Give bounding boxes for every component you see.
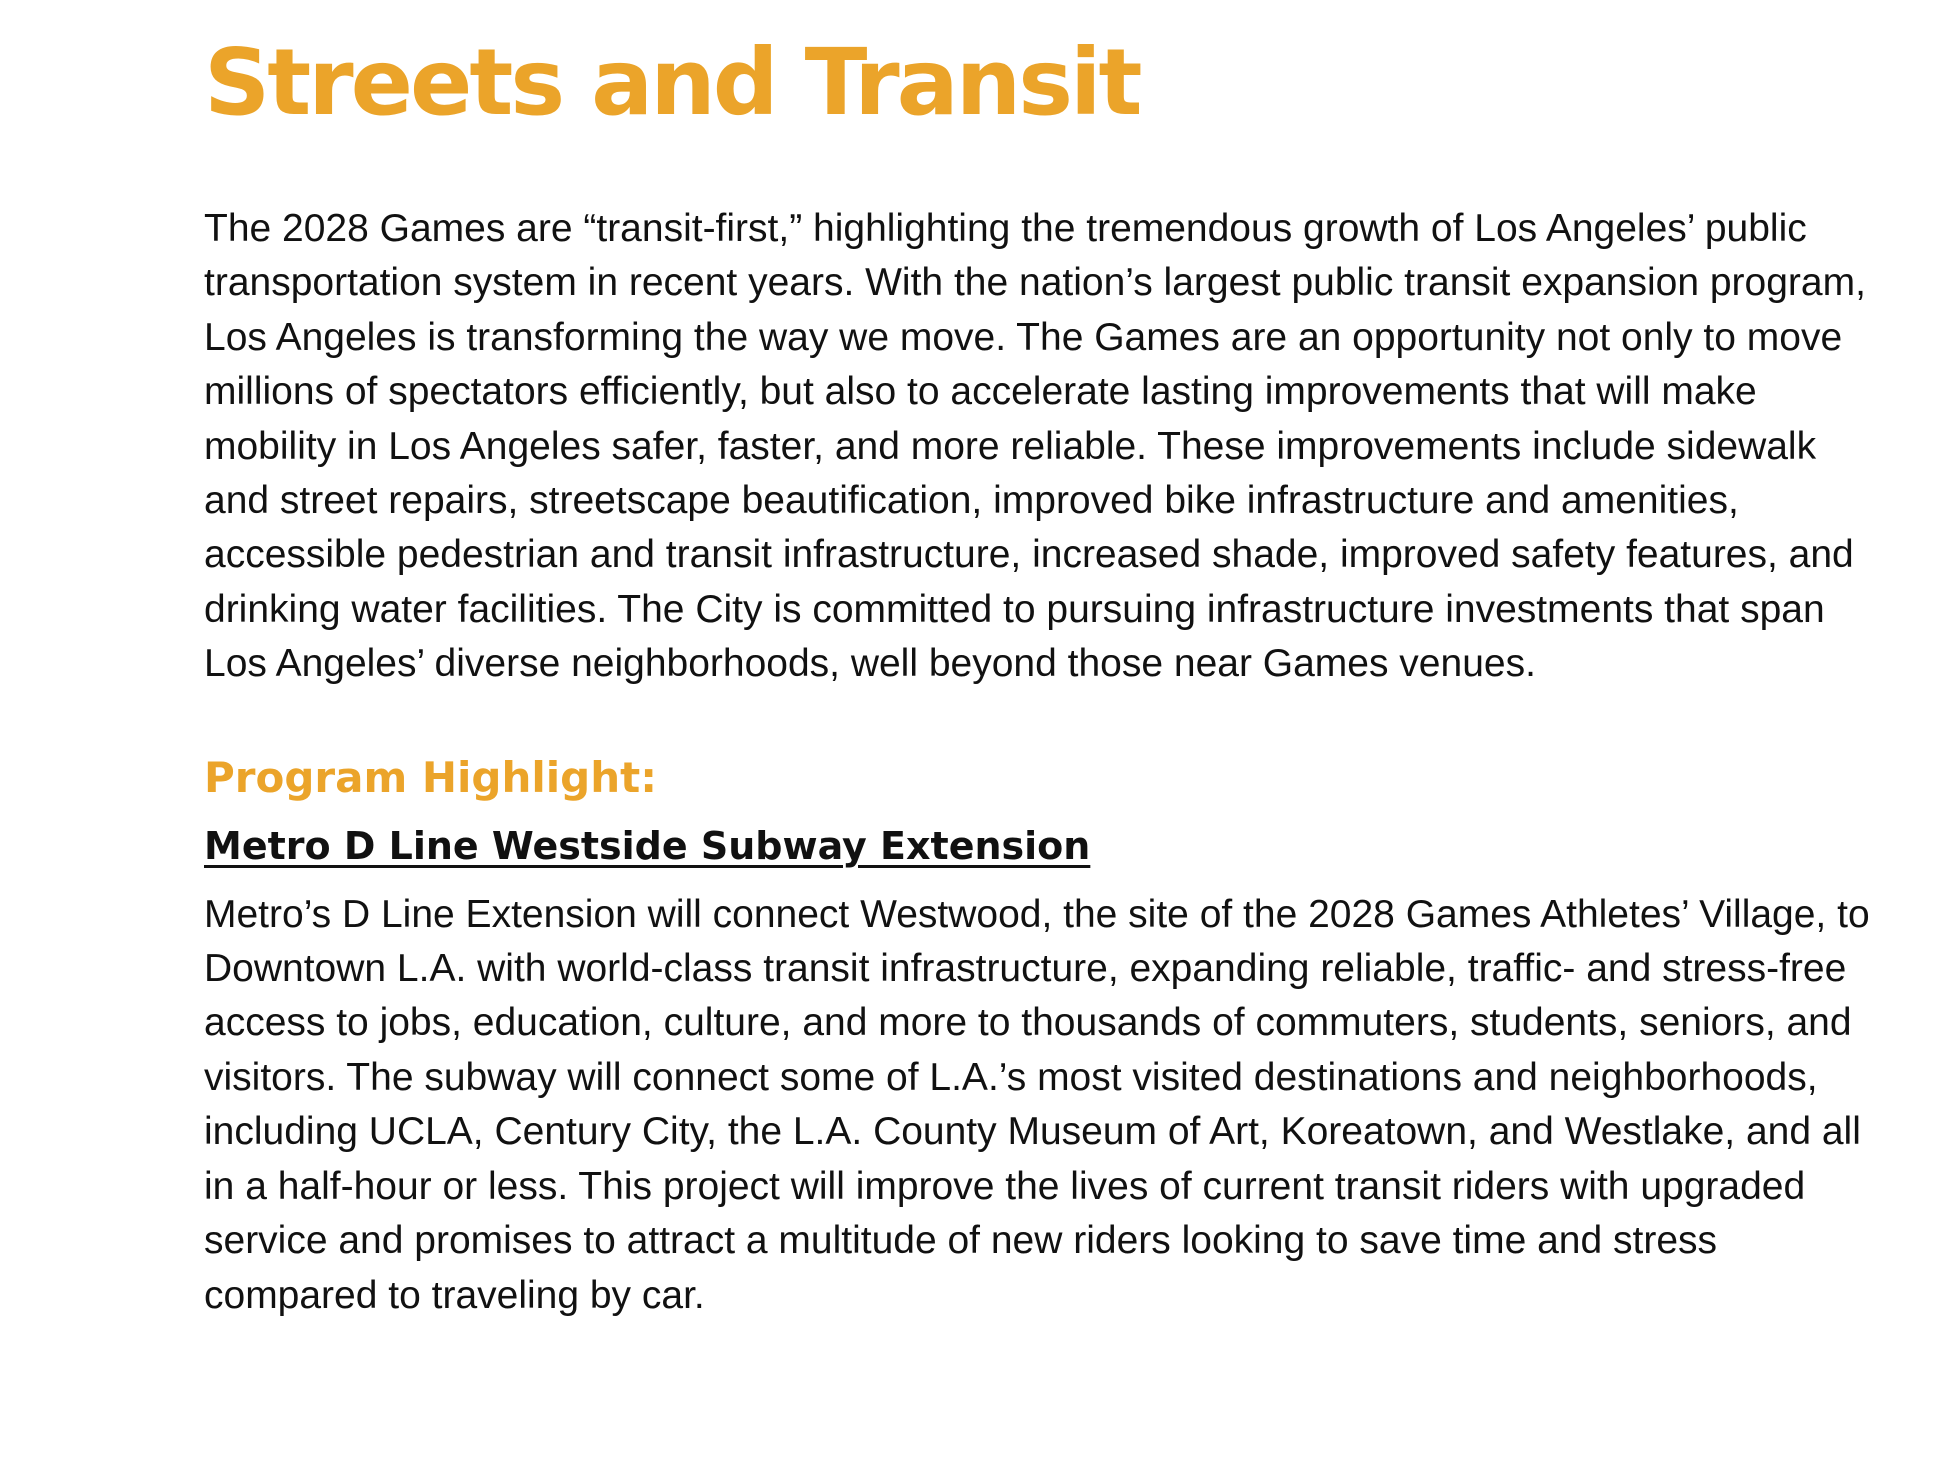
program-highlight-heading: Program Highlight: — [204, 752, 657, 802]
project-description: Metro’s D Line Extension will connect Westwood, the site of the 2028 Games Athletes’ Village, to Downtown L.A. with world-class transit infrastructure, expanding reliable, traffic- and stress-free access to jobs, education, culture, and more to thousands of commuters, students, seniors, and visitors. The subway will connect some of L.A.’s most visited destinations and neighborhoods, including UCLA, Century City, the L.A. County Museum of Art, Koreatown, and Westlake, and all in a half-hour or less. This project will improve the lives of current transit riders with upgraded service and promises to attract a multitude of new riders looking to save time and stress compared to traveling by car. — [204, 892, 1870, 1317]
document-page — [204, 28, 1884, 1323]
project-title: Metro D Line Westside Subway Extension — [204, 823, 1091, 868]
intro-paragraph: The 2028 Games are “transit-first,” highlighting the tremendous growth of Los Angeles’ public transportation system in recent years. With the nation’s largest public transit expansion program, Los Angeles is transforming the way we move. The Games are an opportunity not only to move millions of spectators efficiently, but also to accelerate lasting improvements that will make mobility in Los Angeles safer, faster, and more reliable. These improvements include sidewalk and street repairs, streetscape beautification, improved bike infrastructure and amenities, accessible pedestrian and transit infrastructure, increased shade, improved safety features, and drinking water facilities. The City is committed to pursuing infrastructure investments that span Los Angeles’ diverse neighborhoods, well beyond those near Games venues. — [204, 207, 1866, 686]
page-title: Streets and Transit — [204, 29, 1140, 136]
